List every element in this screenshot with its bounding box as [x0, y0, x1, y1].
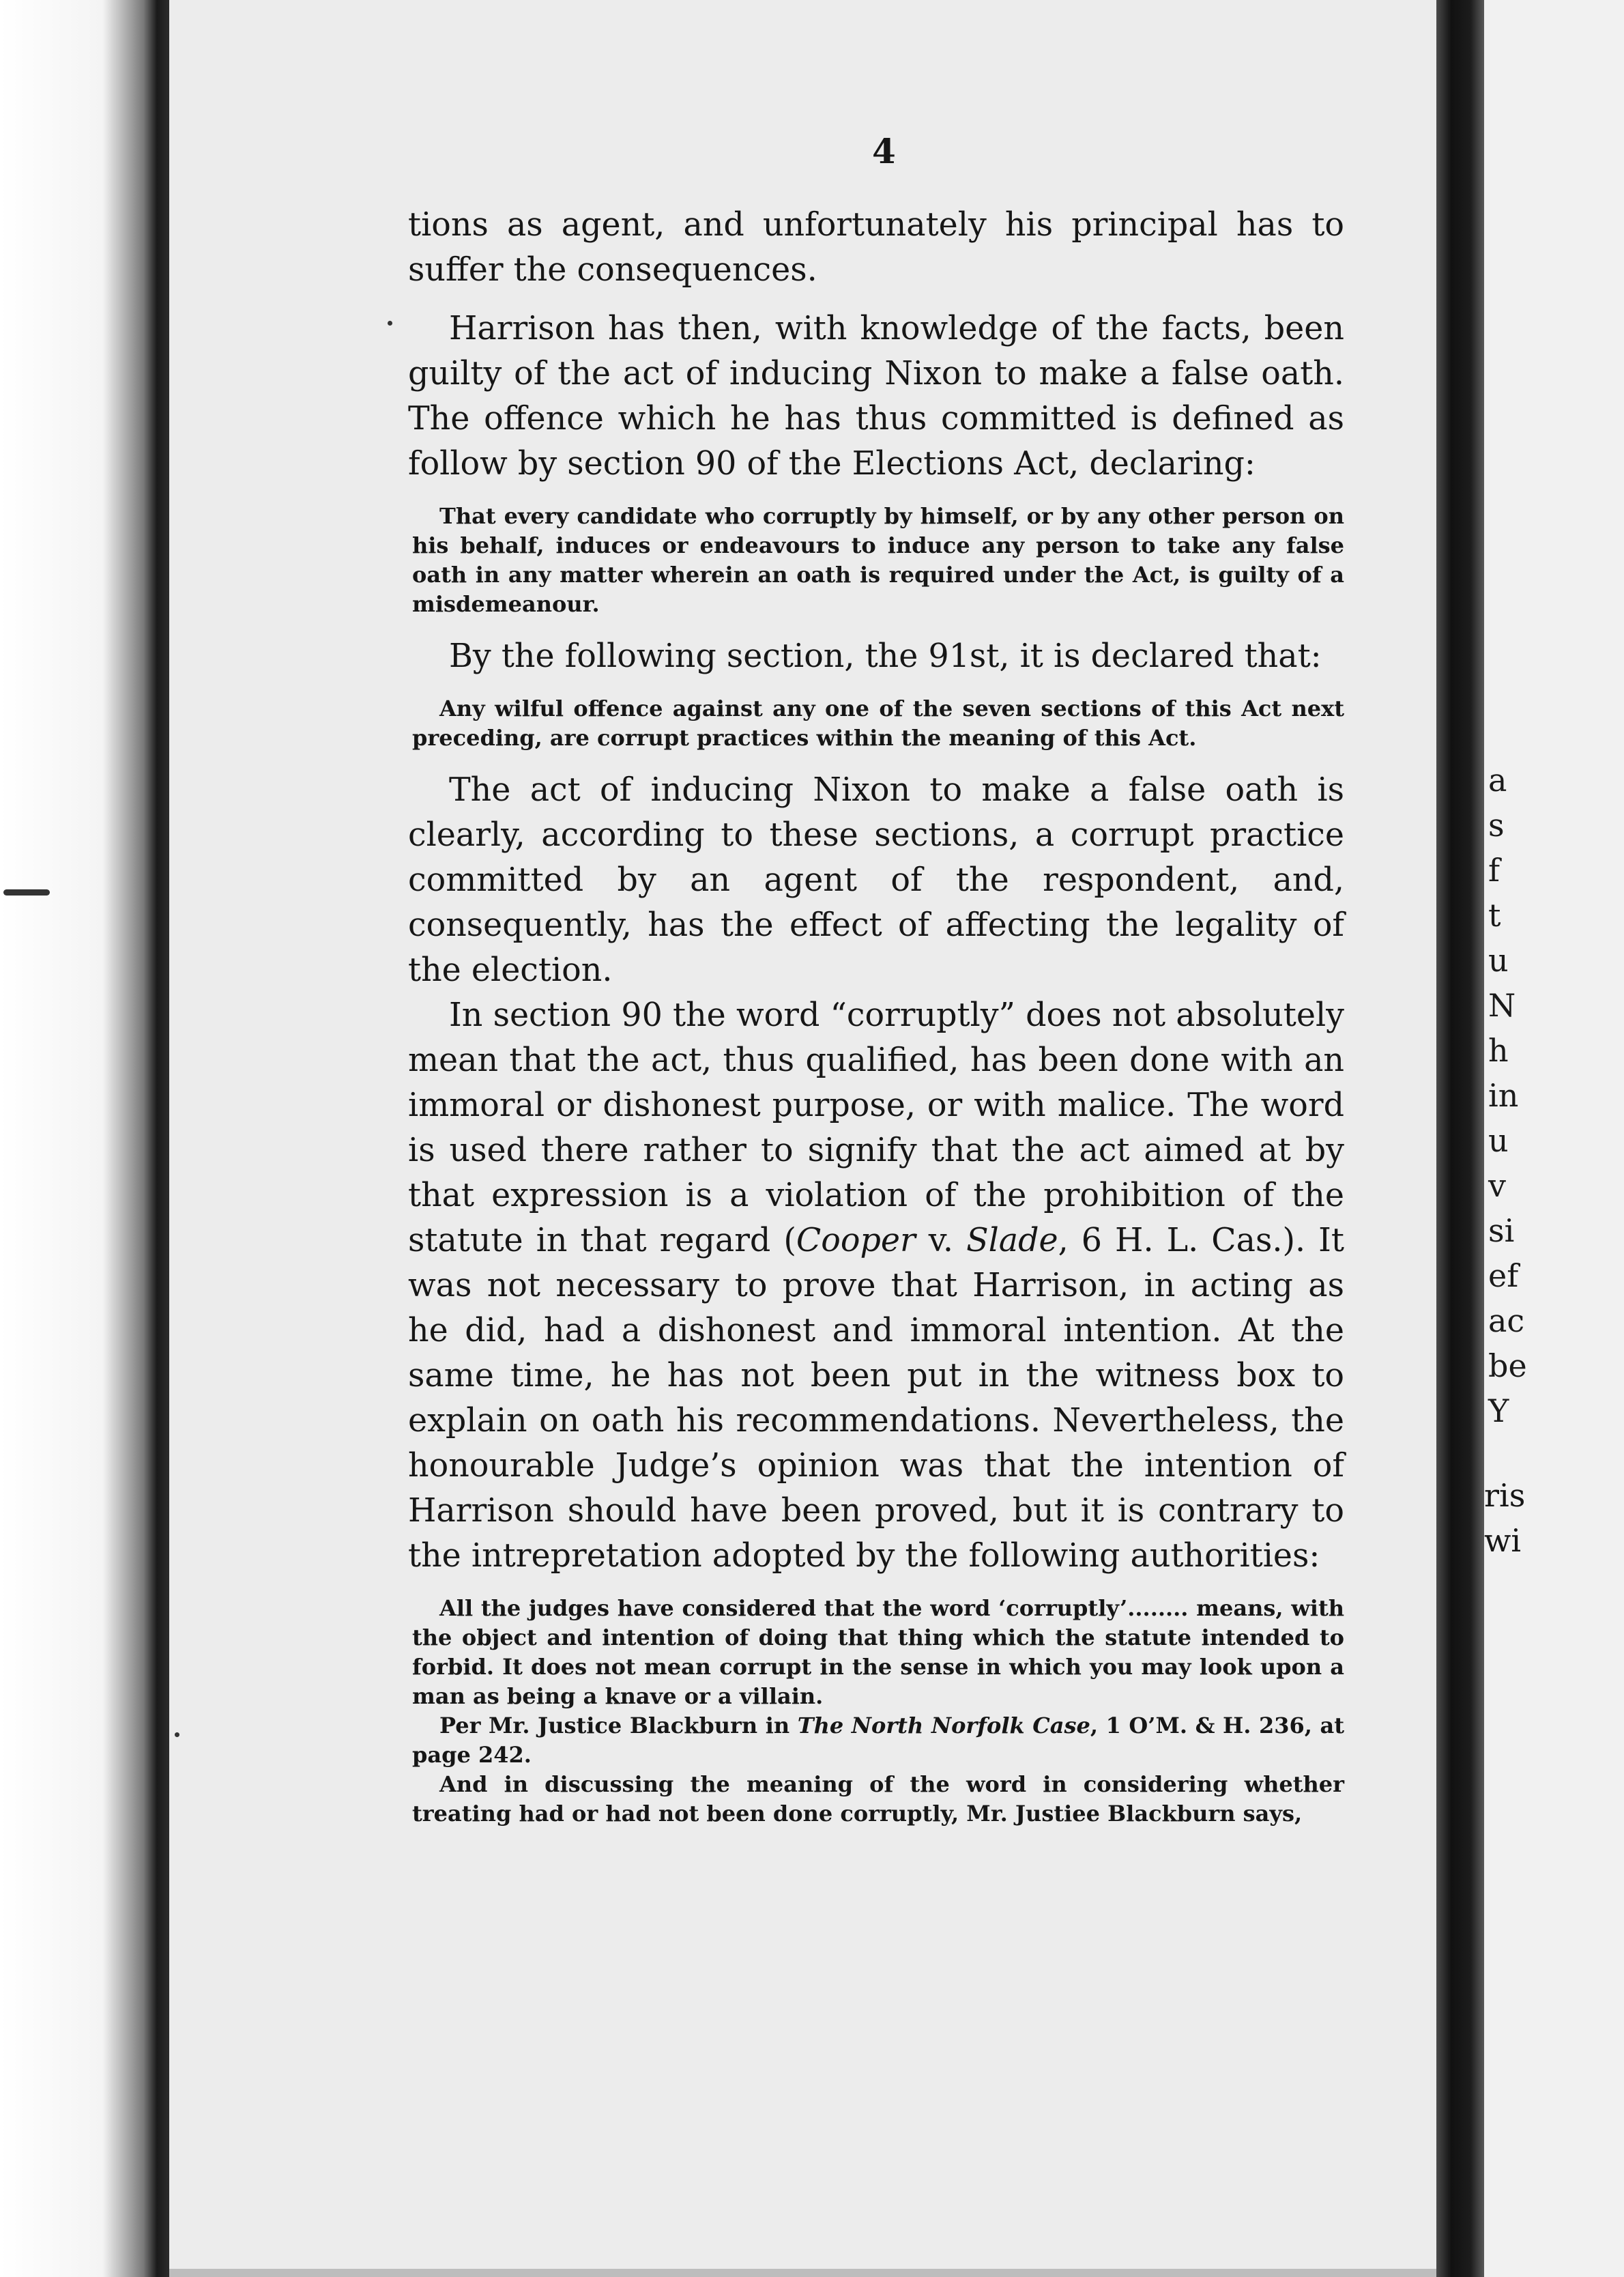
facing-page-fragment: u	[1488, 1122, 1509, 1159]
citation-north-norfolk	[408, 1711, 1344, 1770]
quotation-section-91: Any wilful offence against any one of the seven sections of this Act next preceding, are corrupt practices within the meaning of this Act.	[412, 696, 1344, 751]
facing-page-fragment: s	[1488, 807, 1505, 844]
book-gutter	[1436, 0, 1484, 2277]
facing-page-fragments-lower	[1484, 1473, 1525, 1563]
paragraph-1: tions as agent, and unfortunately his principal has to suffer the consequences.	[408, 206, 1344, 289]
citation-text-a: Per Mr. Justice Blackburn in	[439, 1713, 798, 1738]
facing-page-fragment: t	[1488, 897, 1501, 934]
facing-page-fragment: N	[1488, 987, 1516, 1024]
page-number: 4	[872, 131, 896, 171]
versus: v.	[915, 1222, 967, 1259]
scan-left-margin	[0, 0, 169, 2277]
facing-page-fragment: a	[1488, 762, 1507, 799]
paragraph-treating: And in discussing the meaning of the word in considering whether treating had or had not been done corruptly, Mr. Justiee Blackburn says,	[412, 1771, 1344, 1827]
facing-page-fragment: be	[1488, 1347, 1527, 1384]
facing-page-fragment: ef	[1488, 1257, 1519, 1294]
facing-page-fragments	[1488, 758, 1527, 1433]
scan-speck	[3, 889, 50, 896]
scan-mark	[175, 1732, 179, 1737]
facing-page-fragment: wi	[1484, 1522, 1522, 1559]
facing-page-fragment: u	[1488, 942, 1509, 979]
paragraph-5-text-a: In section 90 the word “corruptly” does not absolutely mean that the act, thus qualified, has been done with an immoral or dishonest purpose, or with malice. The word is used there rather to signify that the act aimed at by that expression is a violation of the prohibition of the statute in that regard (	[408, 997, 1344, 1259]
facing-page-fragment: Y	[1488, 1392, 1509, 1429]
facing-page-edge	[1484, 0, 1624, 2277]
case-name-north-norfolk: The North Norfolk Case	[797, 1713, 1090, 1738]
page-text	[408, 203, 1344, 1829]
paragraph-5-text-b: , 6 H. L. Cas.). It was not necessary to prove that Harrison, in acting as he did, had a dishonest and immoral intention. At the same time, he has not been put in the witness box to explain on oath his recommendations. Nevertheless, the honourable Judge’s opinion was that the intention of Harrison should have been proved, but it is contrary to the intrepretation adopted by the following authorities:	[408, 1222, 1344, 1575]
citation-text-b: , 1 O’M. & H. 236, at page 242.	[412, 1713, 1345, 1768]
facing-page-fragment: ac	[1488, 1302, 1525, 1339]
case-name-cooper: Cooper	[796, 1222, 916, 1259]
paragraph-3: By the following section, the 91st, it is declared that:	[449, 638, 1322, 675]
case-name-slade: Slade	[966, 1222, 1058, 1259]
facing-page-fragment: in	[1488, 1077, 1519, 1114]
facing-page-fragment: f	[1488, 852, 1500, 889]
facing-page-fragment: si	[1488, 1212, 1515, 1249]
facing-page-fragment: h	[1488, 1032, 1509, 1069]
paragraph-5	[408, 993, 1344, 1579]
facing-page-fragment: v	[1488, 1167, 1506, 1204]
paragraph-4: The act of inducing Nixon to make a false oath is clearly, according to these sections, a corrupt practice committed by an agent of the respondent, and, consequently, has the effect of affecting the legality of the election.	[408, 771, 1344, 989]
quotation-section-90: That every candidate who corruptly by himself, or by any other person on his behalf, induces or endeavours to induce any person to take any false oath in any matter wherein an oath is required under the Act, is guilty of a misdemeanour.	[412, 503, 1344, 617]
paragraph-2: Harrison has then, with knowledge of the facts, been guilty of the act of inducing Nixon to make a false oath. The offence which he has thus committed is defined as follow by section 90 of the Elections Act, declaring:	[408, 310, 1344, 483]
facing-page-fragment: ris	[1484, 1477, 1526, 1514]
quotation-judges: All the judges have considered that the word ‘corruptly’........ means, with the object and intention of doing that thing which the statute intended to forbid. It does not mean corrupt in the sense in which you may look upon a man as being a knave or a villain.	[412, 1595, 1344, 1709]
scan-mark	[388, 321, 392, 326]
